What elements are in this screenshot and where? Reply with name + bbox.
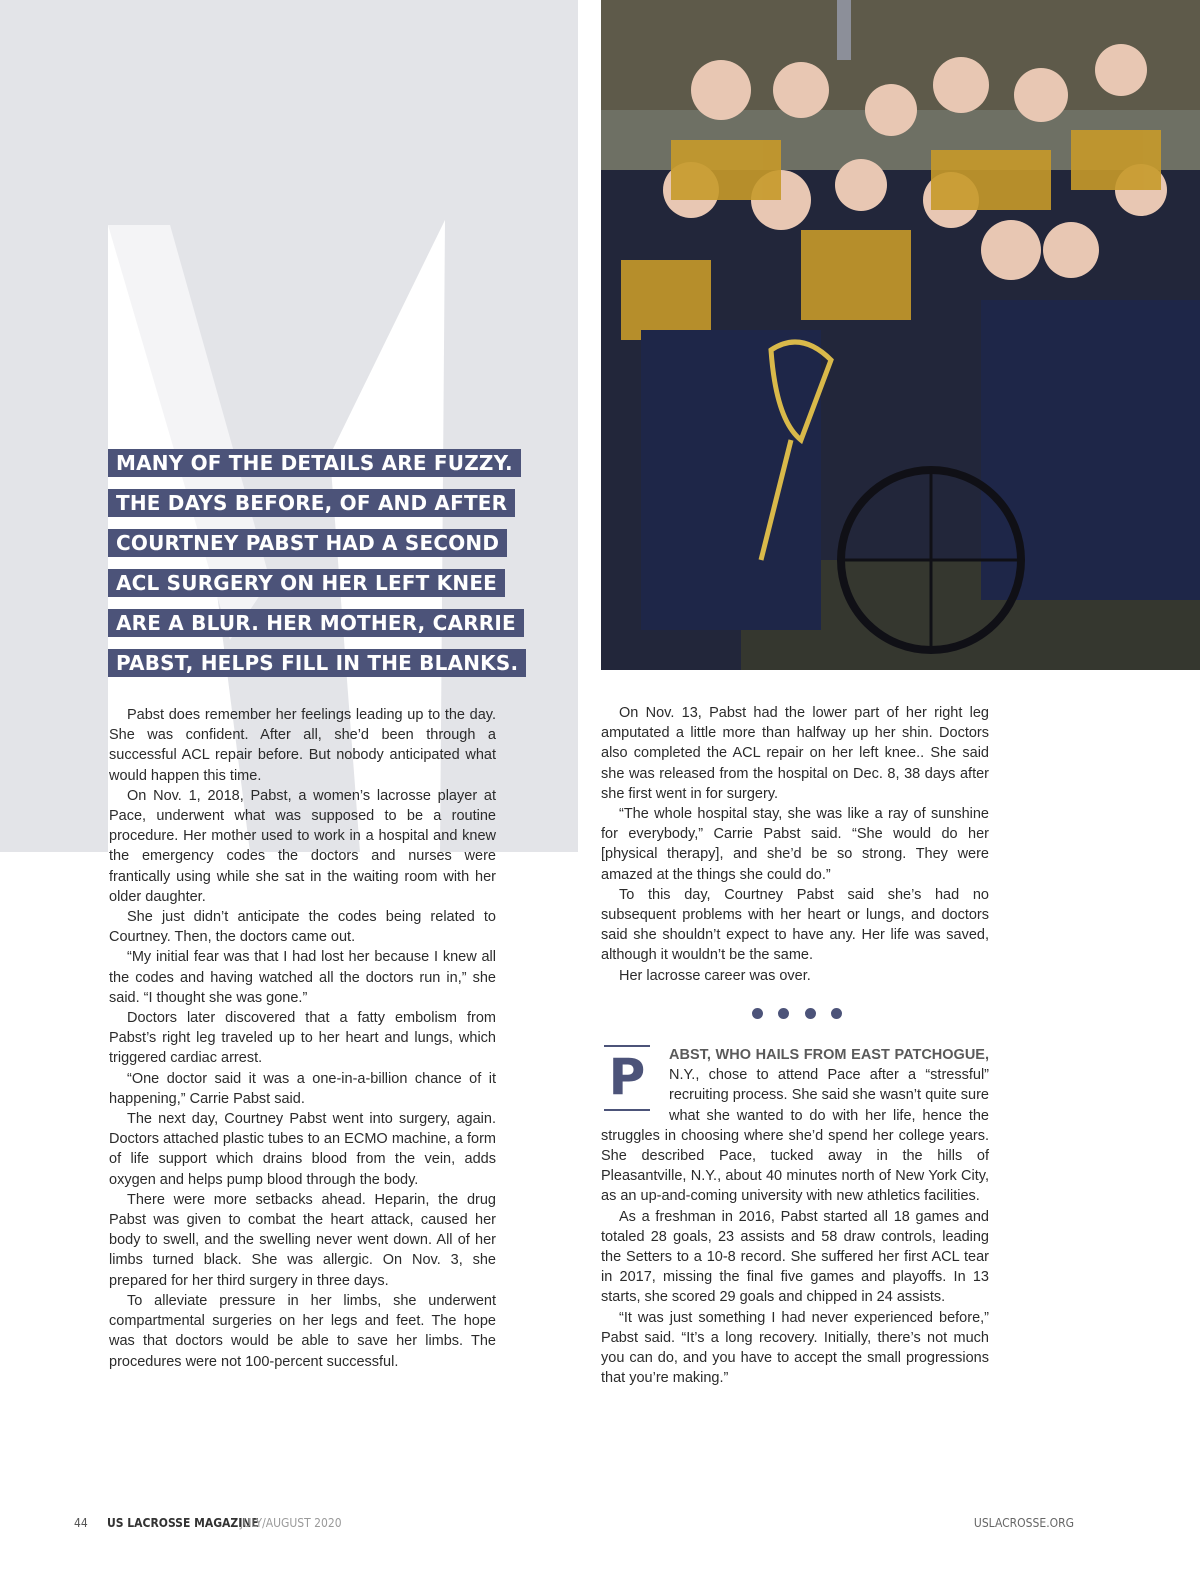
body-paragraph: The next day, Courtney Pabst went into surgery, again. Doctors attached plastic tubes to an ECMO machine, a form of life support which drains blood from the vein, adds oxygen and helps pump blood through the body.: [109, 1111, 496, 1188]
body-paragraph: As a freshman in 2016, Pabst started all 18 games and totaled 28 goals, 23 assists and 58 draw controls, leading the Setters to a 10-8 record. She suffered her first ACL tear in 2017, missing the final five games and playoffs. In 13 starts, she scored 29 goals and chipped in 24 assists.: [601, 1208, 989, 1306]
body-paragraph: Her lacrosse career was over.: [619, 967, 811, 984]
pull-quote: [108, 449, 528, 689]
page-number: 44: [74, 1516, 88, 1530]
issue-date: JULY/AUGUST 2020: [240, 1516, 342, 1530]
body-paragraph: To alleviate pressure in her limbs, she underwent compartmental surgeries on her legs and feet. The hope was that doctors would be able to save her limbs. The procedures were not 100-percent successful.: [109, 1292, 496, 1370]
pull-quote-line: MANY OF THE DETAILS ARE FUZZY.: [108, 449, 521, 477]
divider-dot: [805, 1008, 816, 1019]
right-article-column: [601, 703, 989, 986]
lead-in-caps: ABST, WHO HAILS FROM EAST PATCHOGUE,: [669, 1047, 989, 1063]
pull-quote-line: THE DAYS BEFORE, OF AND AFTER: [108, 489, 515, 517]
body-paragraph: “One doctor said it was a one-in-a-billion chance of it happening,” Carrie Pabst said.: [109, 1070, 496, 1107]
magazine-name: US LACROSSE MAGAZINE: [107, 1516, 259, 1530]
body-paragraph: Doctors later discovered that a fatty embolism from Pabst’s right leg traveled up to her heart and lungs, which triggered cardiac arrest.: [109, 1010, 496, 1067]
pull-quote-line: PABST, HELPS FILL IN THE BLANKS.: [108, 649, 526, 677]
page-footer: [74, 1516, 1074, 1532]
body-paragraph: She just didn’t anticipate the codes being related to Courtney. Then, the doctors came out.: [109, 909, 496, 946]
body-paragraph: “The whole hospital stay, she was like a ray of sunshine for everybody,” Carrie Pabst said. “She would do her [physical therapy], and she’d be so strong. They were amazed at the things she could do.”: [601, 806, 989, 883]
body-paragraph: “My initial fear was that I had lost her because I knew all the codes and having watched all the doctors run in,” she said. “I thought she was gone.”: [109, 949, 496, 1006]
body-paragraph: “It was just something I had never experienced before,” Pabst said. “It’s a long recovery. Initially, there’s not much you can do, and you have to accept the small progressions that you’re making.”: [601, 1309, 989, 1387]
body-paragraph: There were more setbacks ahead. Heparin, the drug Pabst was given to combat the heart attack, caused her body to swell, and the swelling never went down. All of her limbs turned black. She was allergic. On Nov. 3, she prepared for her third surgery in three days.: [109, 1191, 496, 1289]
body-paragraph: To this day, Courtney Pabst said she’s had no subsequent problems with her heart or lungs, and doctors said she shouldn’t expect to have any. Her life was saved, although it wouldn’t be the same.: [601, 886, 989, 964]
body-paragraph-lead: [601, 1045, 989, 1207]
website-url: USLACROSSE.ORG: [973, 1516, 1074, 1530]
divider-dot: [752, 1008, 763, 1019]
right-article-column-section-2: [601, 1045, 989, 1388]
section-divider: [752, 1008, 842, 1022]
divider-dot: [831, 1008, 842, 1019]
left-article-column: [109, 705, 496, 1372]
divider-dot: [778, 1008, 789, 1019]
body-paragraph: On Nov. 1, 2018, Pabst, a women’s lacrosse player at Pace, underwent what was supposed to be a routine procedure. Her mother used to work in a hospital and knew the emergency codes the doctors and nurses were frantically using while she sat in the waiting room with her older daughter.: [109, 787, 496, 905]
drop-cap: P: [604, 1045, 650, 1111]
pull-quote-line: COURTNEY PABST HAD A SECOND: [108, 529, 507, 557]
drop-cap-spacer: [601, 1045, 669, 1125]
lead-paragraph-text: N.Y., chose to attend Pace after a “stressful” recruiting process. She said she wasn’t quite sure what she wanted to do with her life, hence the struggles in choosing where she’d spend her college years. She described Pace, tucked away in the hills of Pleasantville, N.Y., about 40 minutes north of New York City, as an up-and-coming university with new athletics facilities.: [601, 1067, 989, 1205]
team-photo: [601, 0, 1200, 670]
body-paragraph: On Nov. 13, Pabst had the lower part of her right leg amputated a little more than halfway up her shin. Doctors also completed the ACL repair on her left knee.. She said she was released from the hospital on Dec. 8, 38 days after she first went in for surgery.: [601, 705, 989, 802]
pull-quote-line: ACL SURGERY ON HER LEFT KNEE: [108, 569, 505, 597]
body-paragraph: Pabst does remember her feelings leading up to the day. She was confident. After all, she’d been through a successful ACL repair before. But nobody anticipated what would happen this time.: [109, 707, 496, 784]
pull-quote-line: ARE A BLUR. HER MOTHER, CARRIE: [108, 609, 524, 637]
